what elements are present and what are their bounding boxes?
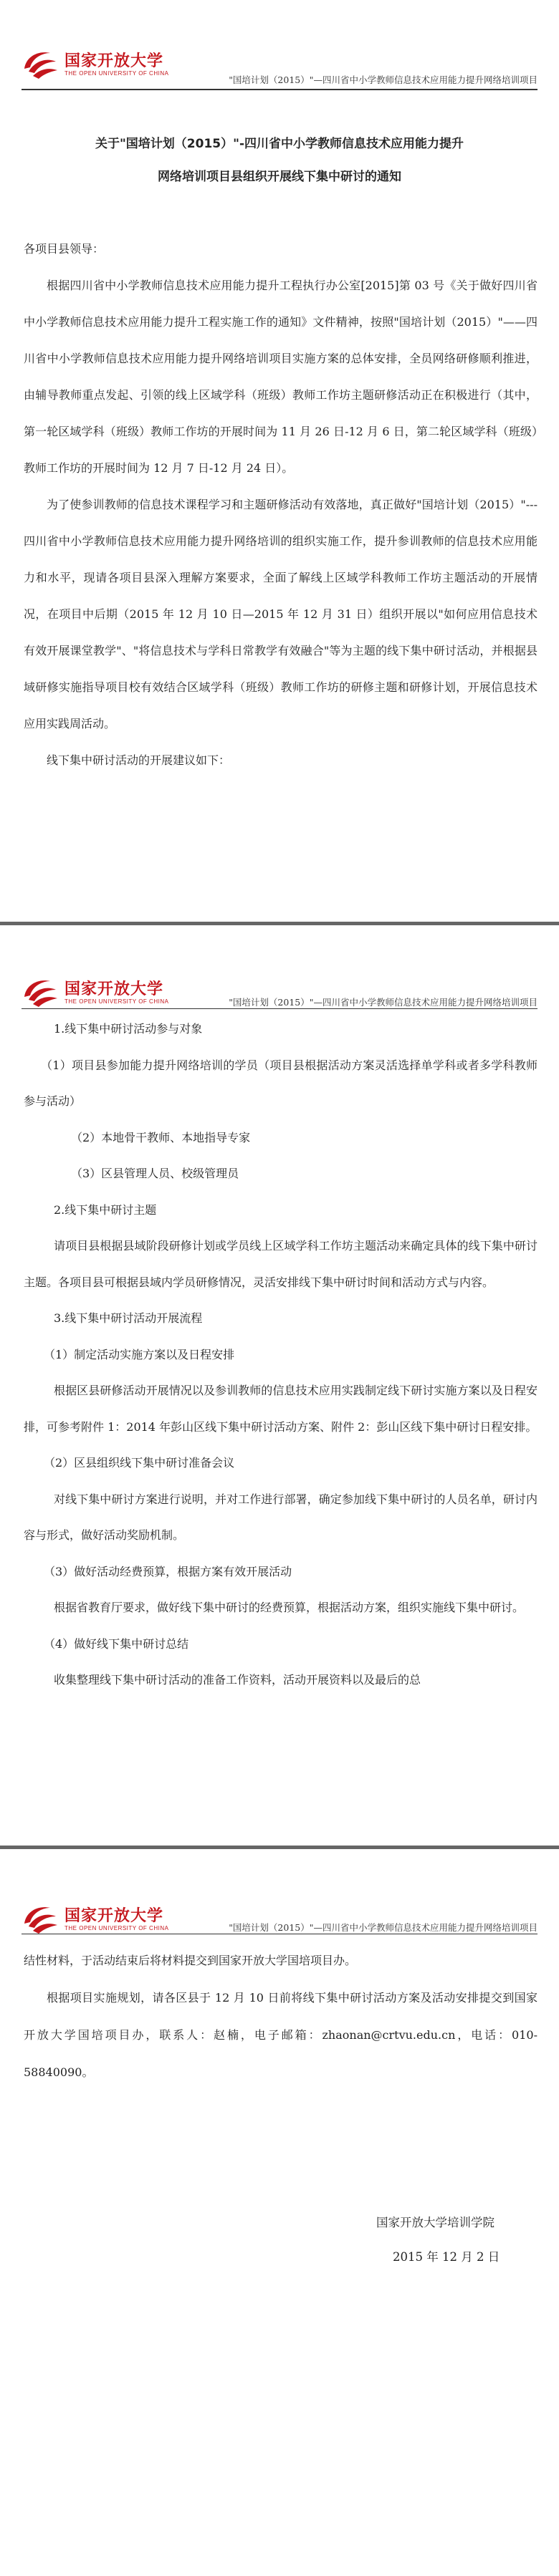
notice-title-line1: 关于"国培计划（2015）"-四川省中小学教师信息技术应用能力提升 [95,137,464,151]
signature-organization: 国家开放大学培训学院 [376,2216,494,2229]
list-item: （2）本地骨干教师、本地指导专家 [71,1130,251,1144]
page-header [22,40,538,93]
page1-body [24,231,538,778]
section-heading: 1.线下集中研讨活动参与对象 [54,1022,203,1036]
page2-body [24,1011,538,1699]
header-divider [22,1008,538,1009]
logo-english-name: THE OPEN UNIVERSITY OF CHINA [64,1925,169,1931]
logo-chinese-name: 国家开放大学 [64,52,164,70]
list-item: （3）区县管理人员、校级管理员 [71,1167,239,1180]
list-item: （1）制定活动实施方案以及日程安排 [44,1347,235,1361]
logo-chinese-name: 国家开放大学 [64,1907,164,1925]
paragraph: 对线下集中研讨方案进行说明，并对工作进行部署，确定参加线下集中研讨的人员名单，研讨内容与形式，做好活动奖励机制。 [24,1492,538,1542]
paragraph: 根据省教育厅要求，做好线下集中研讨的经费预算，根据活动方案，组织实施线下集中研讨。 [54,1601,525,1614]
logo-english-name: THE OPEN UNIVERSITY OF CHINA [64,70,169,77]
salutation: 各项目县领导： [24,242,105,256]
paragraph: 线下集中研讨活动的开展建议如下： [47,753,231,767]
paragraph: 结性材料，于活动结束后将材料提交到国家开放大学国培项目办。 [24,1954,357,1967]
list-item: （1）项目县参加能力提升网络培训的学员（项目县根据活动方案灵活选择单学科或者多学科教师参与活动） [24,1058,538,1108]
notice-title-line2: 网络培训项目县组织开展线下集中研讨的通知 [158,170,401,184]
paragraph: 根据区县研修活动开展情况以及参训教师的信息技术应用实践制定线下研讨实施方案以及日程安排，可参考附件 1：2014 年彭山区线下集中研讨活动方案、附件 2：彭山区线下集中研讨日程安排。 [24,1384,538,1434]
list-item: （4）做好线下集中研讨总结 [44,1636,189,1651]
page-3 [0,1849,559,2576]
page-header [22,1895,538,1948]
logo-chinese-name: 国家开放大学 [64,980,164,998]
university-logo [22,1899,236,1944]
paragraph: 为了使参训教师的信息技术课程学习和主题研修活动有效落地，真正做好"国培计划（2015）"---四川省中小学教师信息技术应用能力提升网络培训的组织实施工作，提升参训教师的信息技术应用能力和水平，现请各项目县深入理解方案要求，全面了解线上区域学科教师工作坊主题活动的开展情况，在项目中后期（2015 年 12 月 10 日—2015 年 12 月 31 日）组织开展以"如何应用信息技术有效开展课堂教学"、"将信息技术与学科日常教学有效融合"等为主题的线下集中研讨活动，并根据县域研修实施指导项目校有效结合区域学科（班级）教师工作坊的研修主题和研修计划，开展信息技术应用实践周活动。 [24,498,538,730]
section-heading: 3.线下集中研讨活动开展流程 [54,1311,203,1325]
university-emblem-icon [22,47,59,83]
page-2 [0,925,559,1846]
header-divider [22,89,538,90]
list-item: （3）做好活动经费预算，根据方案有效开展活动 [44,1564,292,1578]
university-logo [22,44,236,89]
paragraph: 根据项目实施规划，请各区县于 12 月 10 日前将线下集中研讨活动方案及活动安排提交到国家开放大学国培项目办，联系人：赵楠，电子邮箱：zhaonan@crtvu.edu.cn，电话：010-58840090。 [24,1991,538,2079]
program-header-text: "国培计划（2015）"—四川省中小学教师信息技术应用能力提升网络培训项目 [229,1922,538,1933]
page-1 [0,0,559,922]
section-heading: 2.线下集中研讨主题 [54,1202,157,1217]
paragraph: 请项目县根据县域阶段研修计划或学员线上区域学科工作坊主题活动来确定具体的线下集中研讨主题。各项目县可根据县域内学员研修情况，灵活安排线下集中研讨时间和活动方式与内容。 [24,1239,538,1289]
university-emblem-icon [22,975,59,1011]
signature-date: 2015 年 12 月 2 日 [393,2250,500,2264]
list-item: （2）区县组织线下集中研讨准备会议 [44,1456,235,1470]
paragraph: 根据四川省中小学教师信息技术应用能力提升工程执行办公室[2015]第 03 号《关于做好四川省中小学教师信息技术应用能力提升工程实施工作的通知》文件精神，按照"国培计划（2015）"——四川省中小学教师信息技术应用能力提升网络培训项目实施方案的总体安排，全员网络研修顺利推进，由辅导教师重点发起、引领的线上区域学科（班级）教师工作坊主题研修活动正在积极进行（其中，第一轮区域学科（班级）教师工作坊的开展时间为 11 月 26 日-12 月 6 日，第二轮区域学科（班级）教师工作坊的开展时间为 12 月 7 日-12 月 24 日）。 [24,279,538,475]
program-header-text: "国培计划（2015）"—四川省中小学教师信息技术应用能力提升网络培训项目 [229,74,538,85]
page3-body [24,1942,538,2091]
logo-english-name: THE OPEN UNIVERSITY OF CHINA [64,998,169,1005]
university-logo [22,973,236,1017]
university-emblem-icon [22,1902,59,1938]
program-header-text: "国培计划（2015）"—四川省中小学教师信息技术应用能力提升网络培训项目 [229,997,538,1008]
paragraph: 收集整理线下集中研讨活动的准备工作资料，活动开展资料以及最后的总 [54,1673,421,1687]
